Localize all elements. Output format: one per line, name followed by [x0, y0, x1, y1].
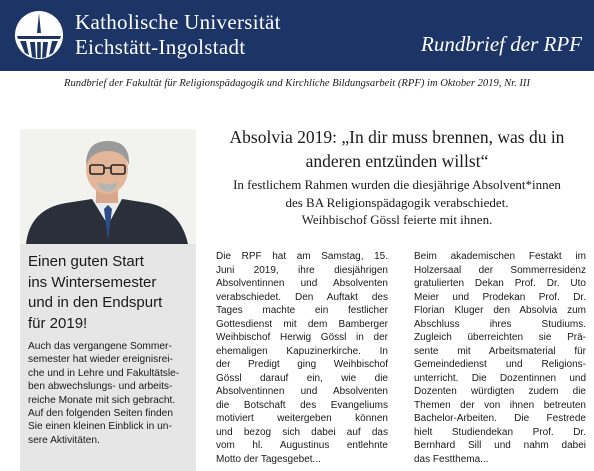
header-banner [0, 0, 594, 71]
article-column-2: Beim akademischen Festakt im Holzersaal der Sommerresidenz gratulierten Dekan Prof. Dr. Uto Meier und Prodekan Prof. Dr. Florian Kluger den Absolvia zum Abschluss ihres Studiums. Zugleich überreichten sie Prä- sente mit Arbeitsmaterial für Gemeindedienst und Religions- unterricht. Die Dozentinnen und Dozenten würdigten zudem die Themen der von ihnen betreuten Bachelor-Arbeiten. Die Festrede hielt Studiendekan Prof. Dr. Bernhard Sill und nahm dabei das Festthema... [414, 251, 586, 465]
sidebar [20, 129, 196, 471]
university-name-line2: Eichstätt-Ingolstadt [75, 35, 246, 59]
university-crest-icon [12, 9, 66, 61]
university-name-line1: Katholische Universität [75, 10, 281, 34]
sidebar-heading: Einen guten Start ins Wintersemester und in den Endspurt für 2019! [28, 253, 163, 332]
article-title: Absolvia 2019: „In dir muss brennen, was du in anderen entzünden willst“ [229, 127, 565, 171]
article-column-1: Die RPF hat am Samstag, 15. Juni 2019, ihre diesjährigen Absolventinnen und Absolventen verabschiedet. Den Auftakt des Tages machte ein festlicher Gottesdienst mit dem Bamberger Weihbischof Herwig Gössl in der ehemaligen Kapuzinerkirche. In der Predigt ging Weihbischof Gössl darauf ein, wie die Absolventinnen und Absolventen die Botschaft des Evangeliums motiviert weitergeben können und bezog sich dabei auf das vom hl. Augustinus entlehnte Motto der Tagesgebet... [216, 251, 388, 465]
newsletter-title: Rundbrief der RPF [421, 32, 582, 56]
article-lede: In festlichem Rahmen wurden die diesjährige Absolvent*innen des BA Religionspädagogik verabschiedet. Weihbischof Gössl feierte mit ihnen. [233, 177, 561, 227]
sidebar-paragraph-2: Auf den folgenden Seiten finden Sie einen kleinen Einblick in un- sere Aktivitäten. [28, 408, 174, 446]
sidebar-paragraph-1: Auch das vergangene Sommer- semester hat wieder ereignisrei- che und in Lehre und Fakultätsle- ben abwechslungs- und arbeits- reiche Monate mit sich gebracht. [28, 341, 180, 406]
newsletter-subline: Rundbrief der Fakultät für Religionspädagogik und Kirchliche Bildungsarbeit (RPF) im Oktober 2019, Nr. III [64, 78, 530, 89]
portrait-photo [20, 129, 196, 244]
